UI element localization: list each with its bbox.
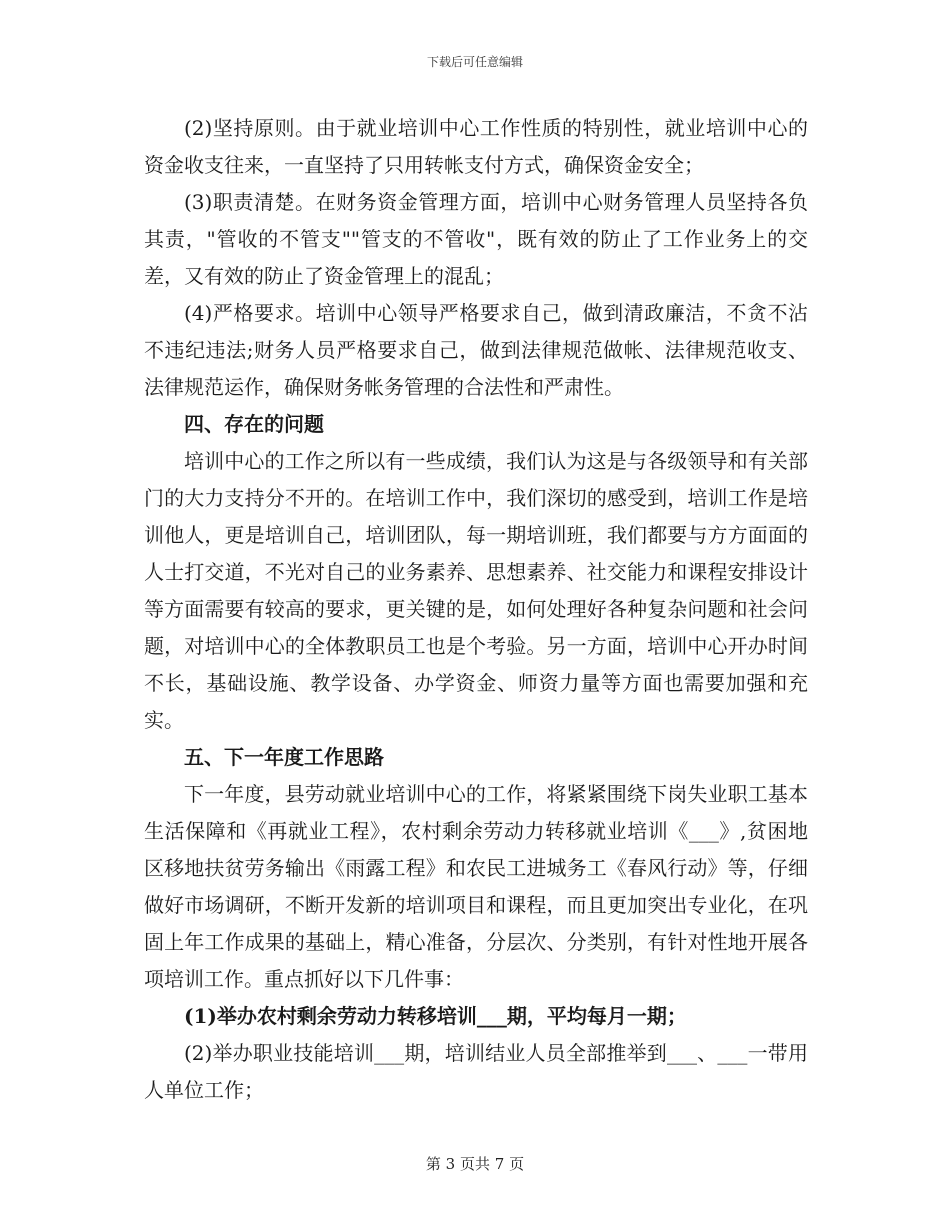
- page-header: 下载后可任意编辑: [426, 55, 523, 69]
- heading-problems: 四、存在的问题: [184, 412, 324, 436]
- paragraph-principle: (2)坚持原则。由于就业培训中心工作性质的特别性，就业培训中心的资金收支往来，一直坚持了只用转帐支付方式，确保资金安全；: [144, 116, 808, 177]
- item-skill-training: (2)举办职业技能培训___期，培训结业人员全部推举到___、___一带用人单位工作；: [144, 1041, 808, 1102]
- heading-next-year: 五、下一年度工作思路: [184, 745, 384, 769]
- paragraph-responsibility: (3)职责清楚。在财务资金管理方面，培训中心财务管理人员坚持各负其责，"管收的不管支""管支的不管收"，既有效的防止了工作业务上的交差，又有效的防止了资金管理上的混乱；: [144, 190, 808, 288]
- paragraph-strict: (4)严格要求。培训中心领导严格要求自己，做到清政廉洁，不贪不沾不违纪违法;财务人员严格要求自己，做到法律规范做帐、法律规范收支、法律规范运作，确保财务帐务管理的合法性和严肃性。: [144, 301, 808, 399]
- item-rural-training: (1)举办农村剩余劳动力转移培训___期，平均每月一期；: [184, 1004, 687, 1028]
- page-footer: 第 3 页共 7 页: [425, 1155, 525, 1173]
- document-body: [144, 110, 808, 1109]
- paragraph-problems: 培训中心的工作之所以有一些成绩，我们认为这是与各级领导和有关部门的大力支持分不开的。在培训工作中，我们深切的感受到，培训工作是培训他人，更是培训自己，培训团队，每一期培训班，我们都要与方方面面的人士打交道，不光对自己的业务素养、思想素养、社交能力和课程安排设计等方面需要有较高的要求，更关键的是，如何处理好各种复杂问题和社会问题，对培训中心的全体教职员工也是个考验。另一方面，培训中心开办时间不长，基础设施、教学设备、办学资金、师资力量等方面也需要加强和充实。: [144, 449, 808, 732]
- paragraph-next-year: 下一年度，县劳动就业培训中心的工作，将紧紧围绕下岗失业职工基本生活保障和《再就业工程》，农村剩余劳动力转移就业培训《___》,贫困地区移地扶贫劳务输出《雨露工程》和农民工进城务工《春风行动》等，仔细做好市场调研，不断开发新的培训项目和课程，而且更加突出专业化，在巩固上年工作成果的基础上，精心准备，分层次、分类别，有针对性地开展各项培训工作。重点抓好以下几件事：: [144, 782, 808, 991]
